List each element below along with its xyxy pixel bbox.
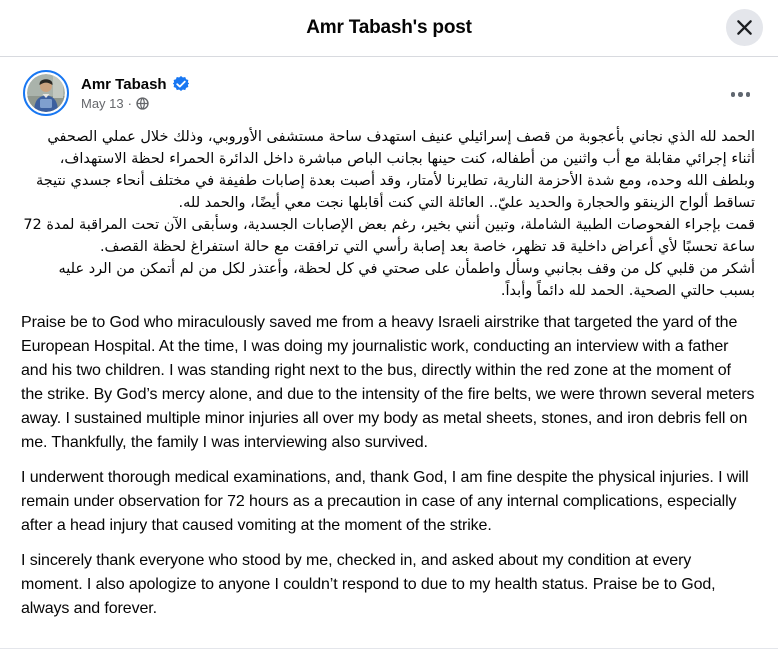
- avatar[interactable]: [23, 70, 69, 116]
- english-paragraph: I underwent thorough medical examinations, and, thank God, I am fine despite the physical injuries. I will remain under observation for 72 hours as a precaution in case of any internal complications, especially after a head injury that caused vomiting at the moment of the strike.: [21, 469, 749, 534]
- author-name-row[interactable]: [81, 76, 189, 93]
- dialog-header: [0, 0, 778, 57]
- arabic-paragraph: قمت بإجراء الفحوصات الطبية الشاملة، وتبين أنني بخير، رغم بعض الإصابات الجسدية، وسأبقى الآن تحت المراقبة لمدة 72 ساعة تحسبًا لأي أعراض داخلية قد تظهر، خاصة بعد إصابة رأسي التي ترافقت مع حالة استفراغ لحظة القصف.: [23, 217, 755, 255]
- english-paragraph: I sincerely thank everyone who stood by me, checked in, and asked about my condition at every moment. I also apologize to anyone I couldn’t respond to due to my health status. Praise be to God, always and forever.: [21, 552, 716, 617]
- profile-photo-icon: [27, 74, 65, 112]
- post-body: [0, 120, 778, 621]
- verified-badge-icon: [173, 76, 189, 92]
- arabic-paragraph: الحمد لله الذي نجاني بأعجوبة من قصف إسرائيلي عنيف استهدف ساحة مستشفى الأوروبي، وذلك خلال عملي الصحفي أثناء إجرائي مقابلة مع أب واثنين من أطفاله، كنت حينها بجانب الباص مباشرة داخل الدائرة الحمراء لحظة الاستهداف، وبلطف الله وحده، ومع شدة الأحزمة النارية، تطايرنا لأمتار، وقد أصبت بعدة إصابات طفيفة في مختلف أنحاء جسدي نتيجة تساقط ألواح الزينقو والحجارة والحديد عليّ.. العائلة التي كنت أقابلها نجت معي أيضًا، والحمد لله.: [35, 129, 755, 211]
- close-button[interactable]: [726, 9, 763, 46]
- english-paragraph: Praise be to God who miraculously saved me from a heavy Israeli airstrike that targeted the yard of the European Hospital. At the time, I was doing my journalistic work, conducting an interview with a father and his two children. I was standing right next to the bus, directly within the red zone at the moment of the strike. By God’s mercy alone, and due to the intensity of the fire belts, we were thrown several meters away. I sustained multiple minor injuries all over my body as metal sheets, stones, and iron debris fell on me. Thankfully, the family I was interviewing also survived.: [21, 314, 755, 451]
- post-options-button[interactable]: [727, 88, 755, 101]
- post-text-english: [21, 311, 755, 621]
- arabic-paragraph: أشكر من قلبي كل من وقف بجانبي وسأل واطمأن على صحتي في كل لحظة، وأعتذر لكل من لم أتمكن من الرد عليه بسبب حالتي الصحية. الحمد لله دائماً وأبداً.: [58, 261, 755, 299]
- post-header: [0, 57, 778, 120]
- author-name: Amr Tabash: [81, 75, 167, 93]
- close-icon: [735, 18, 754, 37]
- post-timestamp[interactable]: May 13: [81, 95, 124, 111]
- page-title: Amr Tabash's post: [306, 17, 472, 38]
- author-block: [81, 76, 189, 111]
- public-globe-icon: [136, 97, 149, 110]
- post-text-arabic: [21, 126, 755, 302]
- ellipsis-icon: [731, 92, 751, 97]
- meta-separator: ·: [127, 95, 132, 111]
- post-meta-row: [81, 96, 189, 111]
